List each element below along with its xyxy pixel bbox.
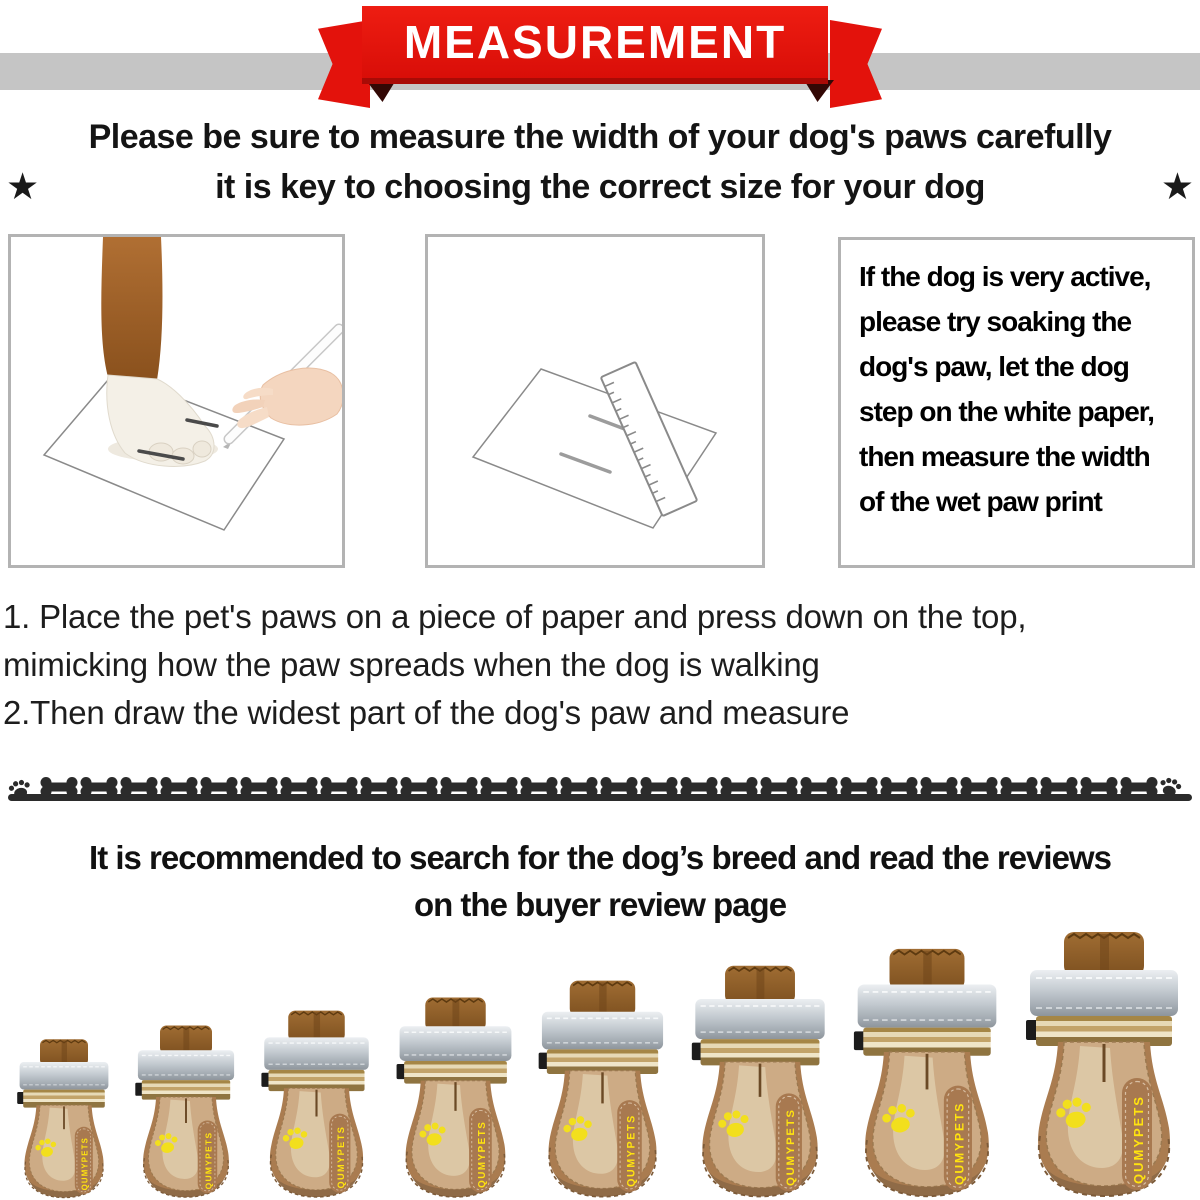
tip-line: step on the white paper, — [859, 396, 1154, 427]
boot-size-8 — [1024, 930, 1184, 1200]
tip-line: of the wet paw print — [859, 486, 1102, 517]
paw-tracing-illustration — [11, 237, 342, 565]
recommendation-line-1: It is recommended to search for the dog’s breed and read the reviews — [89, 839, 1111, 876]
review-recommendation — [0, 834, 1200, 928]
boot-sizes-row — [0, 924, 1200, 1200]
boot-size-6 — [690, 964, 830, 1200]
boot-size-7 — [852, 947, 1002, 1200]
ruler-sketch-panel — [425, 234, 765, 568]
measurement-banner — [0, 0, 1200, 115]
active-dog-tip-panel — [838, 237, 1195, 568]
instruction-step1-line1: 1. Place the pet's paws on a piece of paper and press down on the top, — [3, 598, 1027, 635]
measuring-instructions — [3, 593, 1200, 737]
banner-title: MEASUREMENT — [403, 16, 787, 68]
star-icon: ★ — [6, 166, 40, 207]
tip-line: dog's paw, let the dog — [859, 351, 1129, 382]
tip-line: please try soaking the — [859, 306, 1132, 337]
bone-divider — [0, 770, 1200, 806]
tip-line: If the dog is very active, — [859, 261, 1151, 292]
ribbon-band — [362, 6, 828, 84]
instruction-step1-line2: mimicking how the paw spreads when the dog is walking — [3, 646, 820, 683]
star-icon: ★ — [1160, 166, 1194, 207]
boot-size-1 — [16, 1038, 112, 1200]
headline-line-1: Please be sure to measure the width of your dog's paws carefully — [88, 118, 1112, 156]
boot-size-5 — [537, 979, 668, 1200]
instruction-step2: 2.Then draw the widest part of the dog's paw and measure — [3, 694, 850, 731]
boot-size-2 — [134, 1024, 238, 1200]
paw-tracing-photo-panel — [8, 234, 345, 568]
headline — [0, 112, 1200, 212]
ruler-illustration — [428, 237, 762, 565]
tip-line: then measure the width — [859, 441, 1150, 472]
boot-size-4 — [395, 996, 516, 1200]
recommendation-line-2: on the buyer review page — [413, 886, 787, 923]
boot-size-3 — [260, 1009, 373, 1200]
headline-line-2: it is key to choosing the correct size for your dog — [215, 168, 985, 206]
